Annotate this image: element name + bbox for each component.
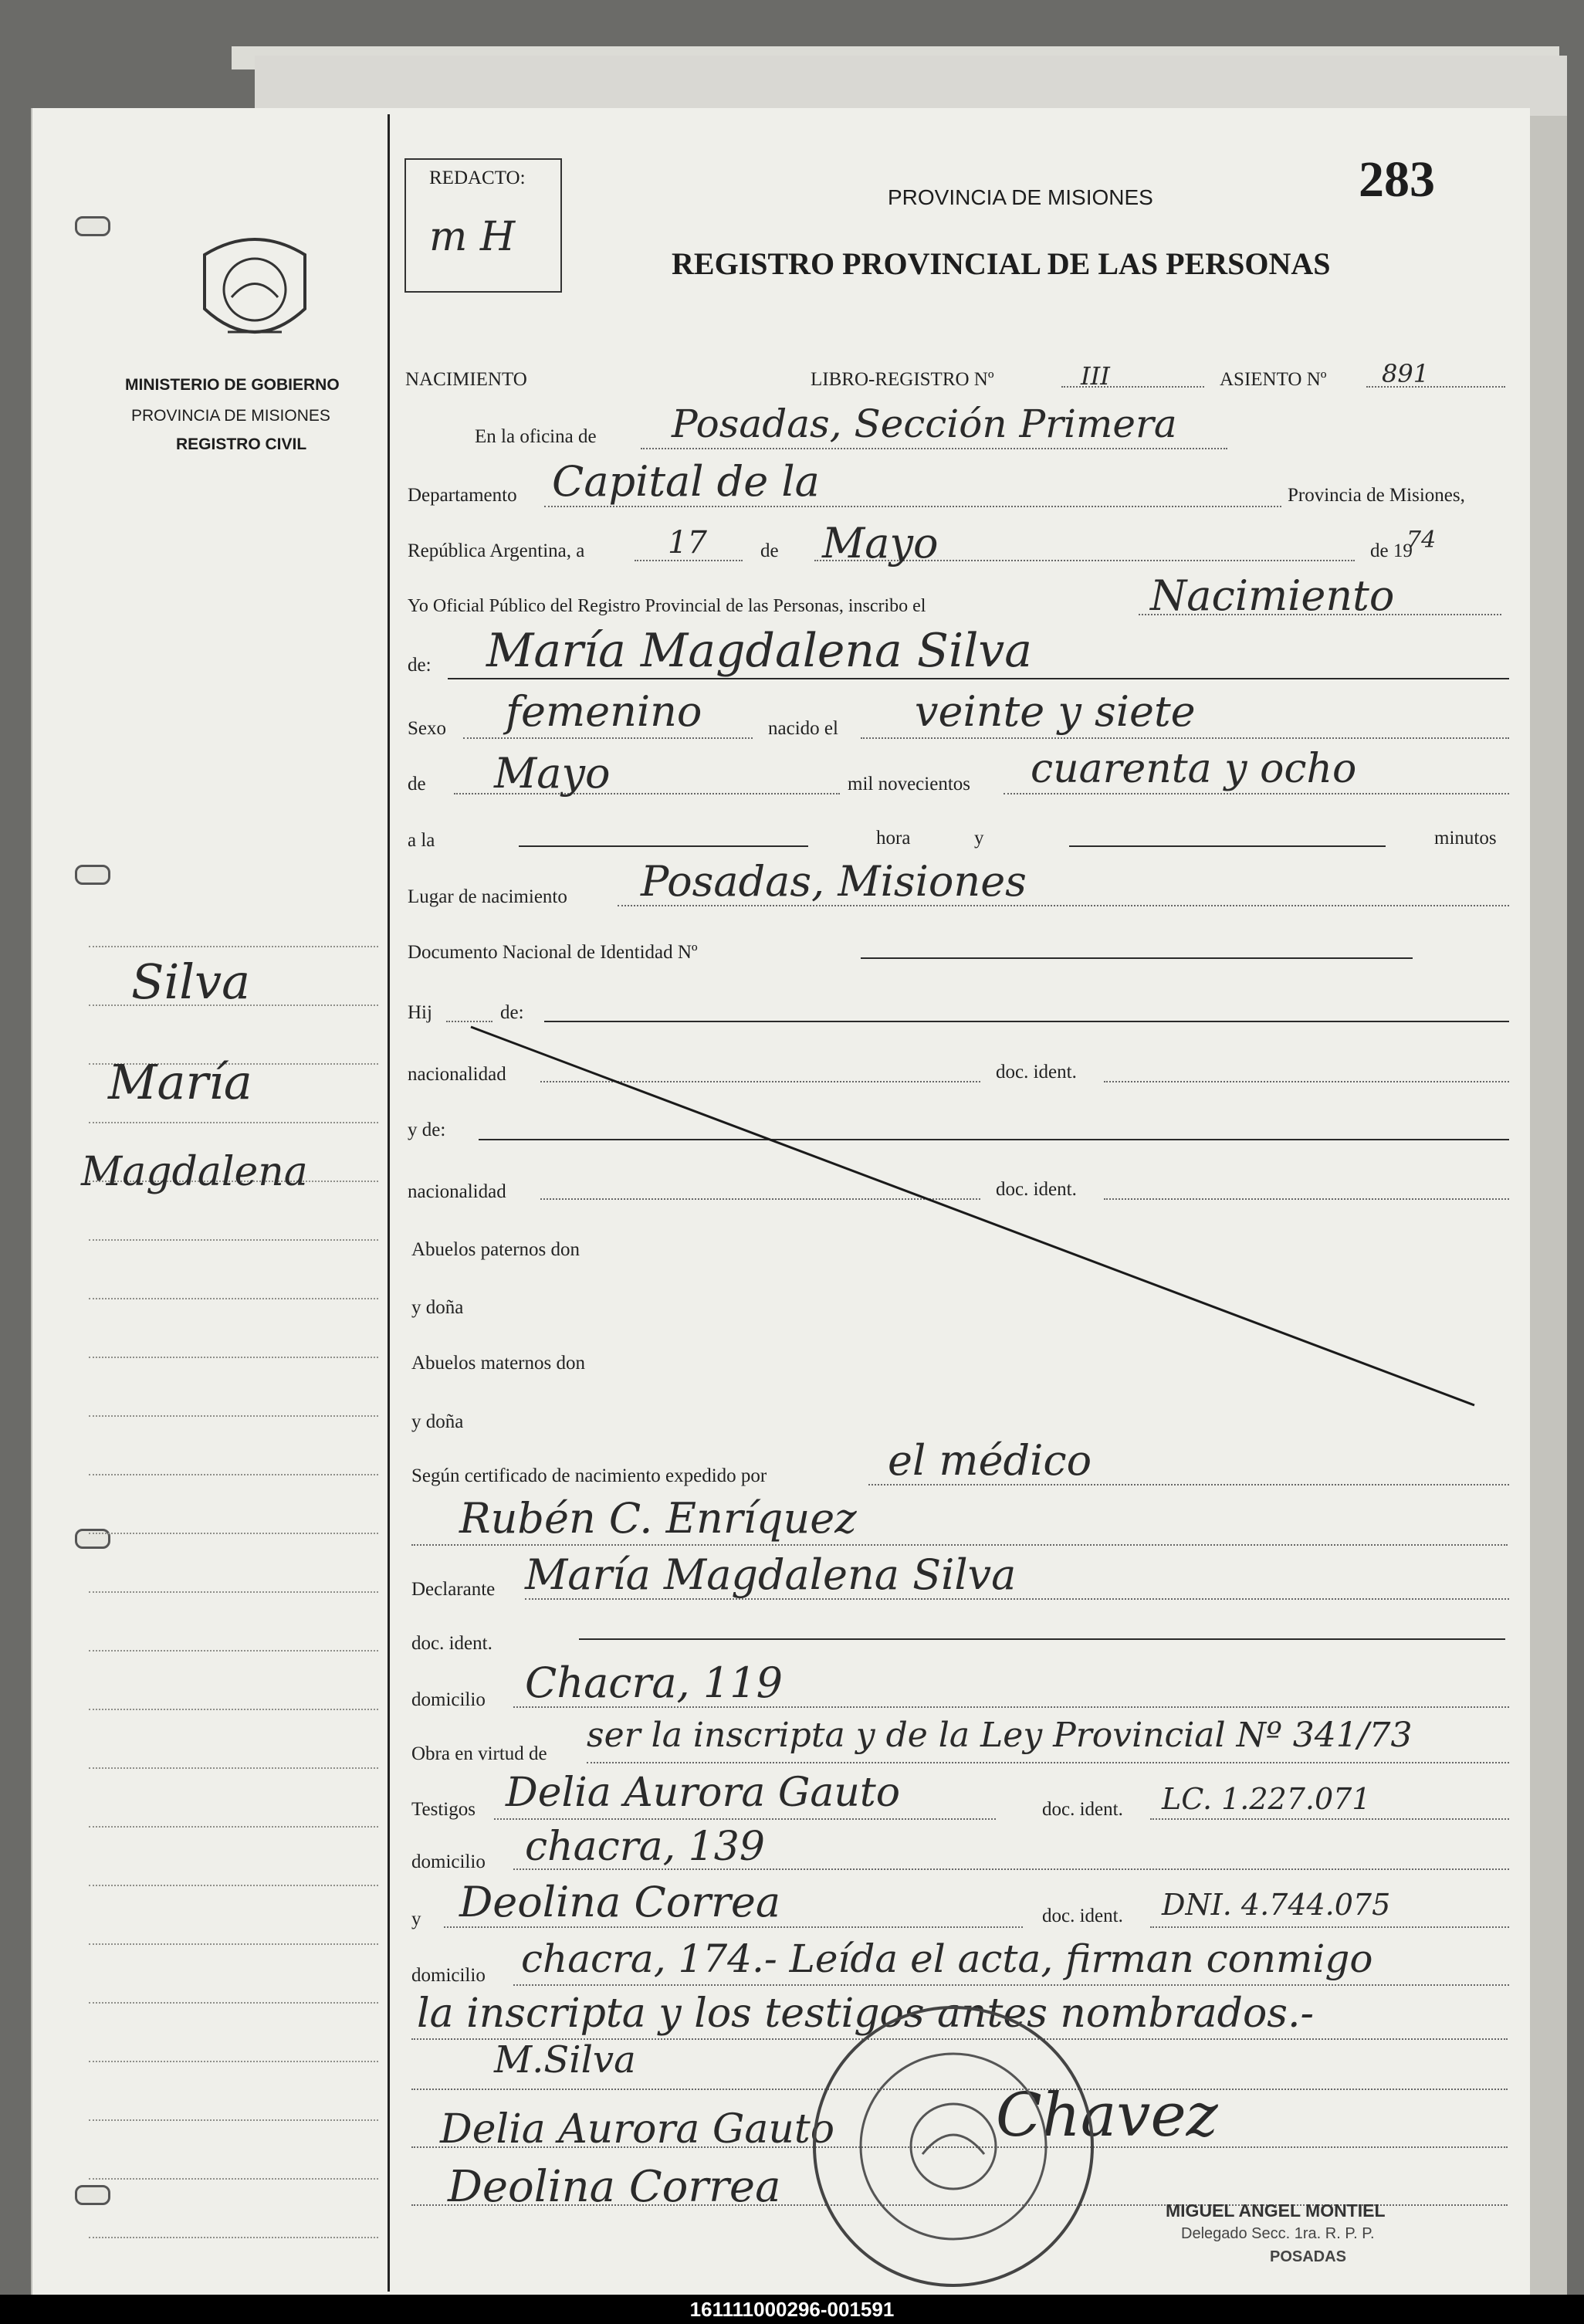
page-number: 283 xyxy=(1359,151,1435,208)
mil-label: mil novecientos xyxy=(848,774,970,794)
mes-nac-value: Mayo xyxy=(494,749,611,798)
oficina-dots xyxy=(641,448,1227,449)
sexo-value: femenino xyxy=(506,687,702,736)
medico-dots xyxy=(411,1544,1508,1546)
stamp-name: MIGUEL ANGEL MONTIEL xyxy=(1166,2200,1386,2221)
declarante-label: Declarante xyxy=(411,1579,496,1600)
asiento-value: 891 xyxy=(1382,359,1430,388)
declarante-doc-line xyxy=(579,1638,1505,1640)
signature-testigo2: Deolina Correa xyxy=(448,2162,781,2212)
margin-rule xyxy=(89,1885,378,1886)
nacionalidad-label-2: nacionalidad xyxy=(408,1181,506,1202)
hora-line xyxy=(519,845,808,847)
dni-label: Documento Nacional de Identidad Nº xyxy=(408,942,698,963)
anio-nac-value: cuarenta y ocho xyxy=(1031,746,1357,792)
dni-line xyxy=(861,957,1413,959)
hij-label: Hij xyxy=(408,1002,432,1023)
y-dona-label-2: y doña xyxy=(411,1411,464,1432)
hij-de-label: de: xyxy=(500,1002,524,1023)
margin-rule xyxy=(89,1474,378,1475)
sexo-dots xyxy=(463,737,753,739)
redacto-label: REDACTO: xyxy=(429,168,526,188)
nacido-dots xyxy=(861,737,1509,739)
signature-testigo1: Delia Aurora Gauto xyxy=(440,2106,835,2153)
margin-rule xyxy=(89,1943,378,1945)
margin-rule xyxy=(89,2002,378,2004)
de-mes-label: de xyxy=(408,774,426,794)
nombre-line xyxy=(448,678,1509,679)
testigo2-doc-dots xyxy=(1150,1926,1509,1928)
obra-label: Obra en virtud de xyxy=(411,1743,547,1764)
departamento-dots xyxy=(544,506,1281,507)
registry-heading: REGISTRO PROVINCIAL DE LAS PERSONAS xyxy=(672,246,1331,281)
margin-rule xyxy=(89,1357,378,1358)
obra-value: ser la inscripta y de la Ley Provincial Nº 341/73 xyxy=(587,1716,1413,1755)
de-label: de xyxy=(760,540,779,561)
margin-rule xyxy=(89,1533,378,1534)
anio-value: 74 xyxy=(1406,527,1437,554)
margin-rule xyxy=(89,2119,378,2121)
domicilio-label-3: domicilio xyxy=(411,1965,486,1986)
nombre-value: María Magdalena Silva xyxy=(486,624,1033,678)
abuelos-paternos-label: Abuelos paternos don xyxy=(411,1239,580,1260)
asiento-label: ASIENTO Nº xyxy=(1220,369,1327,390)
oficina-label: En la oficina de xyxy=(475,426,597,447)
testigo1-doc-value: LC. 1.227.071 xyxy=(1162,1782,1371,1816)
province-heading: PROVINCIA DE MISIONES xyxy=(888,185,1153,209)
document-id: 161111000296-001591 xyxy=(689,2298,895,2321)
sexo-label: Sexo xyxy=(408,718,446,739)
page-stack-right xyxy=(1528,116,1567,2309)
act-type-label: NACIMIENTO xyxy=(405,369,527,390)
libro-label: LIBRO-REGISTRO Nº xyxy=(811,369,994,390)
republica-label: República Argentina, a xyxy=(408,540,585,561)
margin-rule xyxy=(89,1239,378,1241)
provincia-label: Provincia de Misiones, xyxy=(1288,485,1465,506)
segun-value: el médico xyxy=(888,1436,1092,1485)
obra-dots xyxy=(587,1762,1509,1763)
minutos-label: minutos xyxy=(1434,828,1497,849)
y-dona-label-1: y doña xyxy=(411,1297,464,1318)
stamp-title: Delegado Secc. 1ra. R. P. P. xyxy=(1181,2225,1375,2242)
binding-hole xyxy=(75,865,110,885)
signature-inscripta: M.Silva xyxy=(494,2038,636,2082)
redacto-initials: m H xyxy=(429,214,516,260)
signature-oficial: Chavez xyxy=(996,2081,1218,2150)
margin-middle-name: Magdalena xyxy=(81,1149,308,1195)
testigo1-dom-value: chacra, 139 xyxy=(525,1824,765,1870)
margin-rule xyxy=(89,2178,378,2180)
margin-rule xyxy=(89,946,378,947)
margin-surname: Silva xyxy=(131,954,251,1010)
ministry-name: MINISTERIO DE GOBIERNO xyxy=(125,376,340,394)
testigo2-value: Deolina Correa xyxy=(459,1878,781,1926)
provincial-seal-icon xyxy=(189,224,320,355)
nacido-label: nacido el xyxy=(768,718,838,739)
domicilio-dots-3 xyxy=(513,1984,1509,1986)
ministry-province: PROVINCIA DE MISIONES xyxy=(131,407,330,425)
y-testigo-label: y xyxy=(411,1909,421,1929)
anio-nac-dots xyxy=(1004,793,1509,794)
crossout-stroke xyxy=(463,1019,1482,1413)
margin-rule xyxy=(89,1650,378,1652)
testigo1-doc-dots xyxy=(1150,1818,1509,1820)
anio-label: de 19 xyxy=(1370,540,1413,561)
margin-rule xyxy=(89,1298,378,1299)
y-label: y xyxy=(974,828,984,849)
margin-rule xyxy=(89,1826,378,1828)
doc-ident-label-4: doc. ident. xyxy=(1042,1799,1123,1820)
testigo2-dots xyxy=(444,1926,1023,1928)
medico-value: Rubén C. Enríquez xyxy=(459,1494,857,1543)
segun-label: Según certificado de nacimiento expedido por xyxy=(411,1465,767,1486)
testigo2-dom-value: chacra, 174.- Leída el acta, firman conmigo xyxy=(521,1936,1373,1981)
minutos-line xyxy=(1069,845,1386,847)
doc-ident-label-3: doc. ident. xyxy=(411,1633,492,1654)
nacido-value: veinte y siete xyxy=(915,687,1196,736)
de-nombre-label: de: xyxy=(408,655,432,676)
hora-label: hora xyxy=(876,828,911,849)
margin-rule xyxy=(89,1709,378,1710)
testigo1-value: Delia Aurora Gauto xyxy=(506,1770,901,1816)
doc-ident-label-1: doc. ident. xyxy=(996,1062,1077,1082)
departamento-label: Departamento xyxy=(408,485,517,506)
binding-hole xyxy=(75,216,110,236)
testigo2-doc-value: DNI. 4.744.075 xyxy=(1162,1888,1391,1922)
nacionalidad-label-1: nacionalidad xyxy=(408,1064,506,1085)
doc-ident-label-5: doc. ident. xyxy=(1042,1906,1123,1926)
dia-value: 17 xyxy=(668,525,707,561)
margin-rule xyxy=(89,2237,378,2238)
binding-hole xyxy=(75,1529,110,1549)
y-de-label: y de: xyxy=(408,1120,446,1140)
inscribo-value: Nacimiento xyxy=(1150,571,1395,620)
margin-rule xyxy=(89,1767,378,1769)
margin-rule xyxy=(89,1591,378,1593)
domicilio-label-2: domicilio xyxy=(411,1851,486,1872)
libro-value: III xyxy=(1081,361,1110,391)
domicilio-label-1: domicilio xyxy=(411,1689,486,1710)
official-round-seal-icon xyxy=(807,2000,1100,2293)
lugar-label: Lugar de nacimiento xyxy=(408,886,567,907)
testigo1-dots xyxy=(494,1818,996,1820)
registro-civil: REGISTRO CIVIL xyxy=(176,435,307,453)
binding-hole xyxy=(75,2185,110,2205)
lugar-value: Posadas, Misiones xyxy=(641,857,1027,906)
cierre-value: la inscripta y los testigos antes nombrados.- xyxy=(417,1990,1315,2037)
margin-rule xyxy=(89,1122,378,1123)
a-la-label: a la xyxy=(408,830,435,851)
yo-oficial-label: Yo Oficial Público del Registro Provincial de las Personas, inscribo el xyxy=(408,596,926,616)
abuelos-maternos-label: Abuelos maternos don xyxy=(411,1353,585,1374)
doc-ident-label-2: doc. ident. xyxy=(996,1179,1077,1200)
testigos-label: Testigos xyxy=(411,1799,476,1820)
stamp-city: POSADAS xyxy=(1270,2248,1346,2265)
margin-first-name: María xyxy=(108,1054,252,1110)
redacto-box xyxy=(404,158,562,293)
oficina-value: Posadas, Sección Primera xyxy=(672,401,1177,446)
departamento-value: Capital de la xyxy=(552,457,820,506)
mes-value: Mayo xyxy=(822,519,939,567)
column-divider xyxy=(388,114,390,2292)
domicilio-declarante-value: Chacra, 119 xyxy=(525,1658,783,1707)
margin-rule xyxy=(89,2061,378,2062)
declarante-value: María Magdalena Silva xyxy=(525,1550,1017,1599)
margin-rule xyxy=(89,1415,378,1417)
